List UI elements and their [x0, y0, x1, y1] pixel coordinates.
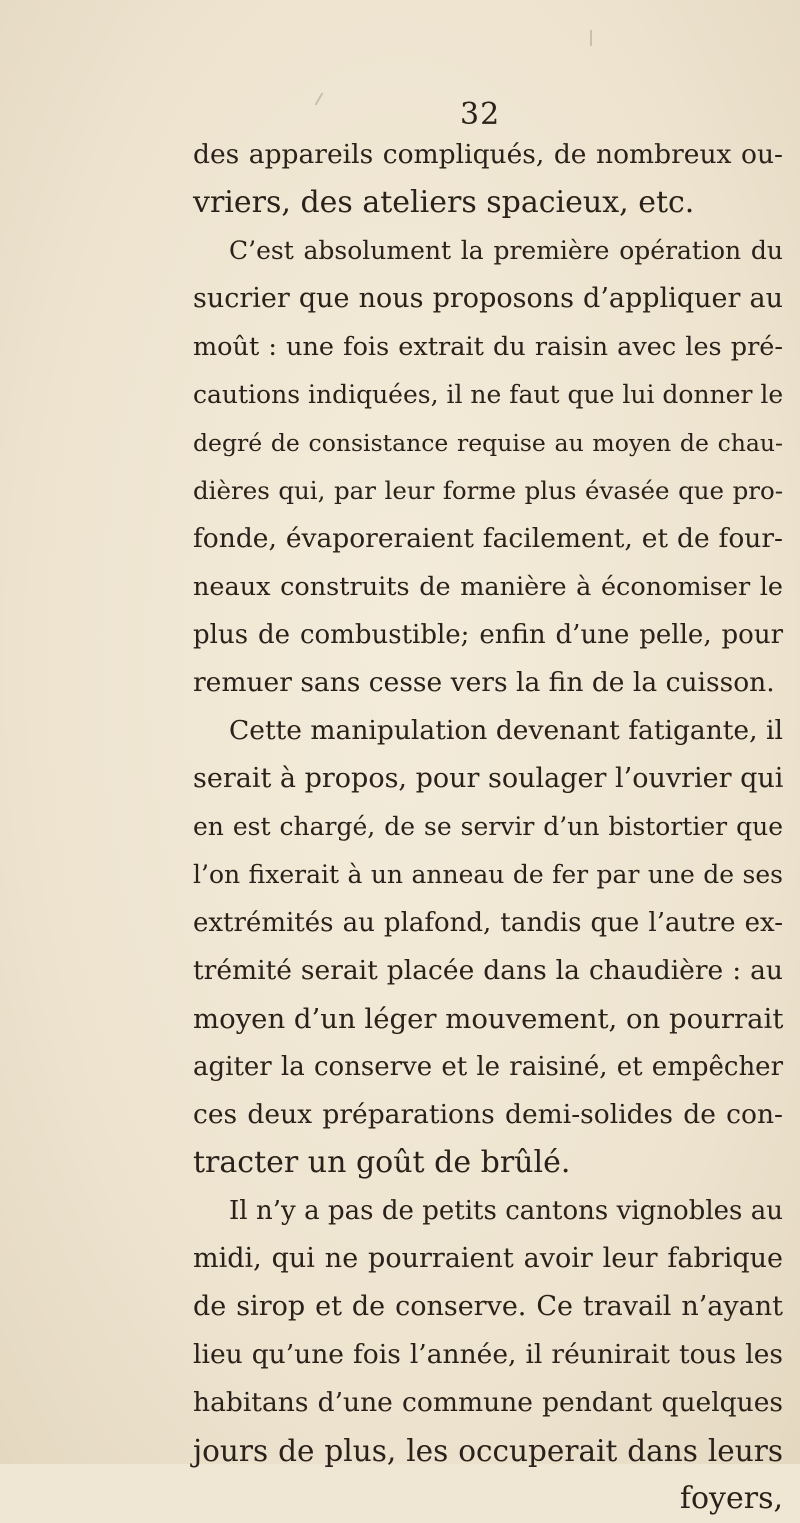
- text-line: agiter la conserve et le raisiné, et empêcher: [193, 1052, 783, 1082]
- text-line: lieu qu’une fois l’année, il réunirait tous les: [193, 1339, 783, 1370]
- text-line: degré de consistance requise au moyen de chau-: [193, 429, 783, 457]
- text-line: des appareils compliqués, de nombreux ou-: [193, 139, 783, 170]
- text-line: tracter un goût de brûlé.: [193, 1145, 571, 1180]
- text-line: habitans d’une commune pendant quelques: [193, 1387, 783, 1418]
- text-line: l’on fixerait à un anneau de fer par une de ses: [193, 860, 783, 889]
- text-line: vriers, des ateliers spacieux, etc.: [193, 185, 695, 220]
- text-line: cautions indiquées, il ne faut que lui donner le: [193, 380, 784, 409]
- text-line: dières qui, par leur forme plus évasée que pro-: [193, 476, 783, 505]
- text-line: moût : une fois extrait du raisin avec les pré-: [193, 332, 783, 362]
- text-line: Cette manipulation devenant fatigante, il: [229, 715, 783, 746]
- text-line: remuer sans cesse vers la fin de la cuisson.: [193, 667, 775, 698]
- text-line: extrémités au plafond, tandis que l’autre ex-: [193, 908, 783, 938]
- text-line: C’est absolument la première opération du: [229, 236, 783, 265]
- text-line: en est chargé, de se servir d’un bistortier que: [193, 812, 783, 841]
- text-line: trémité serait placée dans la chaudière : au: [193, 955, 783, 986]
- text-line: serait à propos, pour soulager l’ouvrier qui: [193, 763, 784, 794]
- text-line: plus de combustible; enfin d’une pelle, pour: [193, 620, 783, 650]
- text-line: Il n’y a pas de petits cantons vignobles au: [229, 1196, 783, 1226]
- text-line: de sirop et de conserve. Ce travail n’ayant: [193, 1291, 783, 1322]
- paper-blemish: [590, 30, 592, 46]
- text-line: sucrier que nous proposons d’appliquer au: [193, 283, 783, 314]
- text-line: midi, qui ne pourraient avoir leur fabrique: [193, 1243, 783, 1274]
- page-number: 32: [460, 97, 501, 132]
- catchword: foyers,: [679, 1481, 783, 1516]
- text-line: neaux construits de manière à économiser le: [193, 572, 783, 602]
- body-text: [193, 131, 783, 1523]
- text-line: moyen d’un léger mouvement, on pourrait: [193, 1003, 784, 1035]
- text-line: jours de plus, les occuperait dans leurs: [193, 1434, 783, 1468]
- text-line: ces deux préparations demi-solides de con-: [193, 1099, 783, 1130]
- paper-blemish: [315, 92, 324, 105]
- text-line: fonde, évaporeraient facilement, et de four-: [193, 523, 783, 554]
